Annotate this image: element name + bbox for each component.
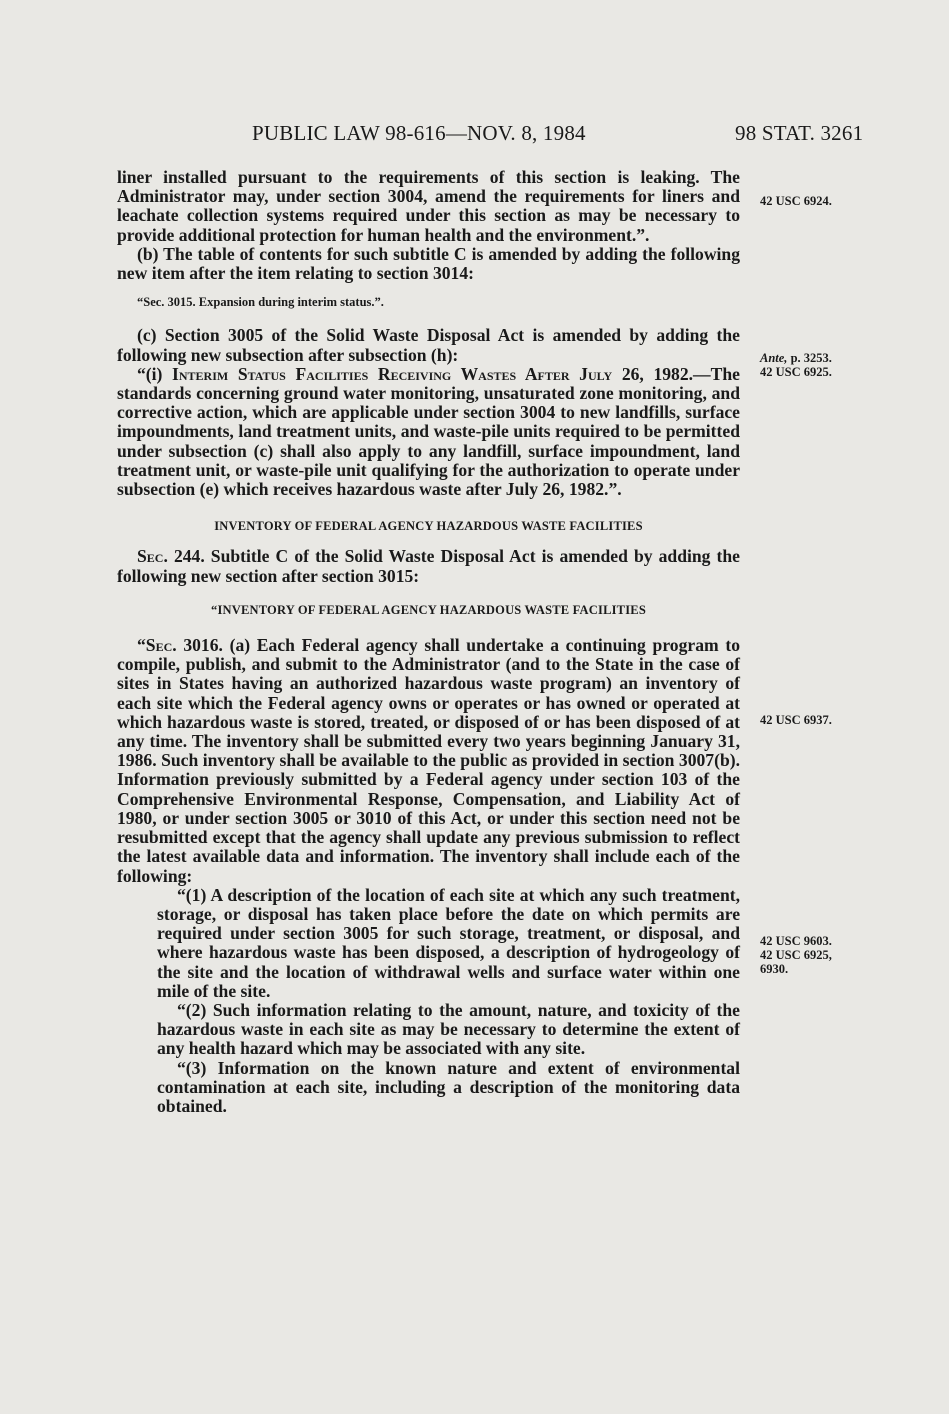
section-heading: INVENTORY OF FEDERAL AGENCY HAZARDOUS WASTE FACILITIES <box>214 519 643 534</box>
sec-label: Sec. <box>137 546 168 567</box>
toc-item: “Sec. 3015. Expansion during interim status.”. <box>137 295 384 310</box>
paragraph-sec-3016 <box>117 636 740 886</box>
statute-page-number: 98 STAT. 3261 <box>735 121 864 145</box>
list-item: “(3) Information on the known nature and extent of environmental contamination at each site, including a description of the monitoring data obtained. <box>157 1057 740 1116</box>
quote-mark: “ <box>137 635 146 656</box>
page-header <box>0 121 949 151</box>
quoted-section-heading: “INVENTORY OF FEDERAL AGENCY HAZARDOUS WASTE FACILITIES <box>211 602 646 617</box>
list-item: “(1) A description of the location of each site at which any such treatment, storage, or disposal has taken place before the date on which permits are required under section 3005 for such storage, treatment, or disposal, and where hazardous waste has been disposed, a description of hydrogeology of the site and the location of withdrawal wells and surface water within one mile of the site. <box>157 884 740 1001</box>
paragraph-section-3005: (c) Section 3005 of the Solid Waste Disposal Act is amended by adding the following new subsection after subsection (h): <box>117 325 740 365</box>
list-item: “(2) Such information relating to the amount, nature, and toxicity of the hazardous waste in each site as may be necessary to determine the extent of any health hazard which may be associated with any site. <box>157 999 740 1059</box>
usc-6930: 6930. <box>760 962 789 976</box>
paragraph-liner: liner installed pursuant to the requirements of this section is leaking. The Administrator may, under section 3004, amend the requirements for liners and leachate collection systems required under this section as may be necessary to provide additional protection for human health and the environment.”. <box>117 167 740 245</box>
margin-note-usc-9603 <box>760 934 880 976</box>
subsection-lead: “(i) <box>137 363 173 384</box>
ante-usc: 42 USC 6925. <box>760 365 832 379</box>
paragraph-table-of-contents: (b) The table of contents for such subtitle C is amended by adding the following new item after the item relating to section 3014: <box>117 243 740 284</box>
sec-label: Sec. <box>145 635 177 656</box>
margin-note-usc-6924: 42 USC 6924. <box>760 194 832 208</box>
usc-9603: 42 USC 9603. <box>760 934 832 948</box>
subsection-caption: Interim Status Facilities Receiving Wastes After July 26, 1982. <box>172 363 694 384</box>
margin-note-usc-6937: 42 USC 6937. <box>760 713 832 727</box>
paragraph-sec-244 <box>117 547 740 585</box>
body-text <box>117 168 740 1116</box>
running-title: PUBLIC LAW 98-616—NOV. 8, 1984 <box>252 121 586 145</box>
subsection-text: —The standards concerning ground water monitoring, unsaturated zone monitoring, and corrective action, which are applicable under section 3004 to new landfills, surface impoundments, land treatment units, and waste-pile units required to be permitted under subsection (c) shall also apply to any landfill, surface impoundment, land treatment unit, or waste-pile unit qualifying for the authorization to operate under subsection (e) which receives hazardous waste after July 26, 1982.”. <box>117 363 740 500</box>
margin-note-ante <box>760 351 880 379</box>
ante-page: p. 3253. <box>787 351 832 365</box>
usc-6925: 42 USC 6925, <box>760 948 832 962</box>
sec-244-text: 244. Subtitle C of the Solid Waste Disposal Act is amended by adding the following new section after section 3015: <box>117 546 740 586</box>
ante-italic: Ante, <box>760 351 788 365</box>
paragraph-interim-status <box>117 365 740 499</box>
sec-3016-text: 3016. (a) Each Federal agency shall undertake a continuing program to compile, publish, and submit to the Administrator (and to the State in the case of sites in States having an authorized hazardous waste program) an inventory of each site which the Federal agency owns or operates or has owned or operated at which hazardous waste is stored, treated, or disposed of or has been disposed of at any time. The inventory shall be submitted every two years beginning January 31, 1986. Such inventory shall be available to the public as provided in section 3007(b). Information previously submitted by a Federal agency under section 103 of the Comprehensive Environmental Response, Compensation, and Liability Act of 1980, or under section 3005 or 3010 of this Act, or under this section need not be resubmitted except that the agency shall update any previous submission to reflect the latest available data and information. The inventory shall include each of the following: <box>117 635 740 886</box>
